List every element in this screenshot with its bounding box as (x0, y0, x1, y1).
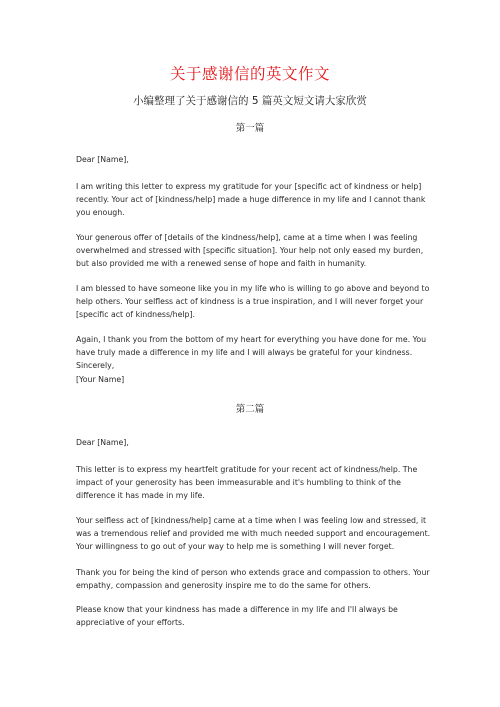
text-line: but also provided me with a renewed sense of hope and faith in humanity. (76, 259, 367, 269)
text-line: impact of your generosity has been immeasurable and it's humbling to think of the (76, 478, 401, 488)
document-subtitle: 小编整理了关于感谢信的 5 篇英文短文请大家欣赏 (133, 95, 367, 107)
text-line: you enough. (76, 208, 125, 218)
paragraph-1-1 (76, 180, 432, 220)
paragraph-1-3 (76, 282, 432, 322)
text-line: [specific act of kindness/help]. (76, 310, 196, 320)
text-line: Your willingness to go out of your way to help me is something I will never forget. (76, 542, 395, 552)
text-line: overwhelmed and stressed with [specific situation]. Your help not only eased my burden, (76, 246, 424, 256)
text-line: Dear [Name], (76, 155, 129, 164)
text-line: help others. Your selfless act of kindness is a true inspiration, and I will never forget your (76, 297, 424, 307)
section-heading-1: 第一篇 (235, 123, 265, 134)
text-line: was a tremendous relief and provided me with much needed support and encouragement. (76, 529, 431, 539)
text-line: difference it has made in my life. (76, 491, 205, 501)
document-title: 关于感谢信的英文作文 (169, 65, 330, 83)
text-line: empathy, compassion and generosity inspire me to do the same for others. (76, 581, 371, 591)
text-line: appreciative of your efforts. (76, 618, 185, 628)
text-line: [Your Name] (76, 374, 125, 384)
text-line: This letter is to express my heartfelt gratitude for your recent act of kindness/help. The (76, 465, 418, 474)
text-line: recently. Your act of [kindness/help] made a huge difference in my life and I cannot thank (76, 195, 426, 205)
text-line: have truly made a difference in my life and I will always be grateful for your kindness. (76, 348, 413, 358)
text-line: I am writing this letter to express my gratitude for your [specific act of kindness or help] (76, 182, 422, 191)
text-line: Sincerely, (76, 361, 115, 371)
greeting-2 (76, 436, 432, 449)
paragraph-1-4 (76, 333, 432, 386)
text-line: Dear [Name], (76, 438, 129, 447)
text-line: Your generous offer of [details of the kindness/help], came at a time when I was feeling (76, 233, 418, 242)
paragraph-2-1 (76, 463, 432, 503)
paragraph-1-2 (76, 231, 432, 271)
text-line: Your selfless act of [kindness/help] came at a time when I was feeling low and stressed, it (76, 516, 427, 525)
paragraph-2-2 (76, 514, 432, 554)
text-line: I am blessed to have someone like you in my life who is willing to go above and beyond to (76, 284, 430, 293)
paragraph-2-4 (76, 603, 432, 629)
text-line: Again, I thank you from the bottom of my heart for everything you have done for me. You (76, 335, 427, 344)
paragraph-2-3 (76, 566, 432, 592)
text-line: Please know that your kindness has made a difference in my life and I'll always be (76, 605, 398, 614)
text-line: Thank you for being the kind of person who extends grace and compassion to others. Your (76, 568, 430, 577)
greeting-1 (76, 153, 432, 166)
section-heading-2: 第二篇 (235, 404, 265, 415)
